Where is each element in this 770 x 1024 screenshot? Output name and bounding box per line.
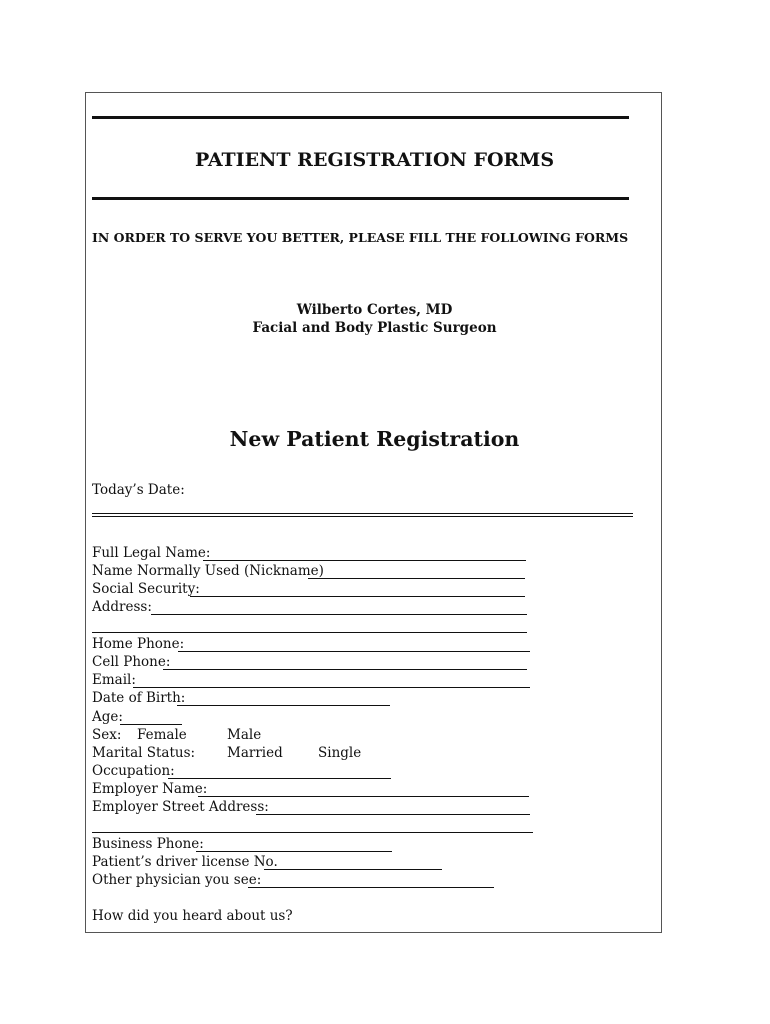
todays-date-label: Today’s Date:: [92, 482, 185, 498]
nickname-field[interactable]: [308, 578, 525, 579]
business-phone-field[interactable]: [196, 851, 392, 852]
employer-street-address-field[interactable]: [256, 814, 530, 815]
drivers-license-field[interactable]: [264, 869, 442, 870]
doctor-name: Wilberto Cortes, MD: [296, 302, 453, 318]
age-field[interactable]: [120, 724, 182, 725]
todays-date-field[interactable]: [92, 513, 633, 517]
full-legal-name-field[interactable]: [203, 560, 526, 561]
business-phone-label: Business Phone:: [92, 836, 204, 852]
marital-status-label: Marital Status:: [92, 745, 196, 761]
home-phone-label: Home Phone:: [92, 636, 185, 652]
employer-street-address-line-2[interactable]: [92, 832, 533, 833]
date-of-birth-label: Date of Birth:: [92, 690, 186, 706]
top-rule: [92, 116, 629, 119]
home-phone-field[interactable]: [178, 651, 530, 652]
marital-option-single[interactable]: Single: [318, 745, 362, 761]
marital-option-married[interactable]: Married: [227, 745, 283, 761]
sex-option-male[interactable]: Male: [227, 727, 262, 743]
title-rule: [92, 197, 629, 200]
doctor-specialty: Facial and Body Plastic Surgeon: [252, 320, 497, 336]
cell-phone-label: Cell Phone:: [92, 654, 171, 670]
employer-name-field[interactable]: [198, 796, 529, 797]
social-security-field[interactable]: [190, 596, 525, 597]
nickname-label: Name Normally Used (Nickname): [92, 563, 324, 579]
date-of-birth-field[interactable]: [177, 705, 390, 706]
email-label: Email:: [92, 672, 136, 688]
sex-option-female[interactable]: Female: [137, 727, 187, 743]
full-legal-name-label: Full Legal Name:: [92, 545, 211, 561]
employer-street-address-label: Employer Street Address:: [92, 799, 269, 815]
cell-phone-field[interactable]: [163, 669, 527, 670]
address-label: Address:: [92, 599, 152, 615]
address-field[interactable]: [151, 614, 527, 615]
sex-label: Sex:: [92, 727, 122, 743]
page-title: PATIENT REGISTRATION FORMS: [194, 149, 555, 171]
email-field[interactable]: [133, 687, 530, 688]
heard-about-label: How did you heard about us?: [92, 908, 293, 924]
other-physician-label: Other physician you see:: [92, 872, 262, 888]
occupation-field[interactable]: [168, 778, 391, 779]
form-page: [85, 92, 662, 933]
address-field-line-2[interactable]: [92, 632, 527, 633]
social-security-label: Social Security:: [92, 581, 200, 597]
occupation-label: Occupation:: [92, 763, 175, 779]
other-physician-field[interactable]: [248, 887, 494, 888]
instruction-banner: IN ORDER TO SERVE YOU BETTER, PLEASE FILL THE FOLLOWING FORMS: [92, 230, 629, 245]
section-title: New Patient Registration: [229, 427, 520, 451]
age-label: Age:: [92, 709, 123, 725]
drivers-license-label: Patient’s driver license No.: [92, 854, 278, 870]
employer-name-label: Employer Name:: [92, 781, 208, 797]
